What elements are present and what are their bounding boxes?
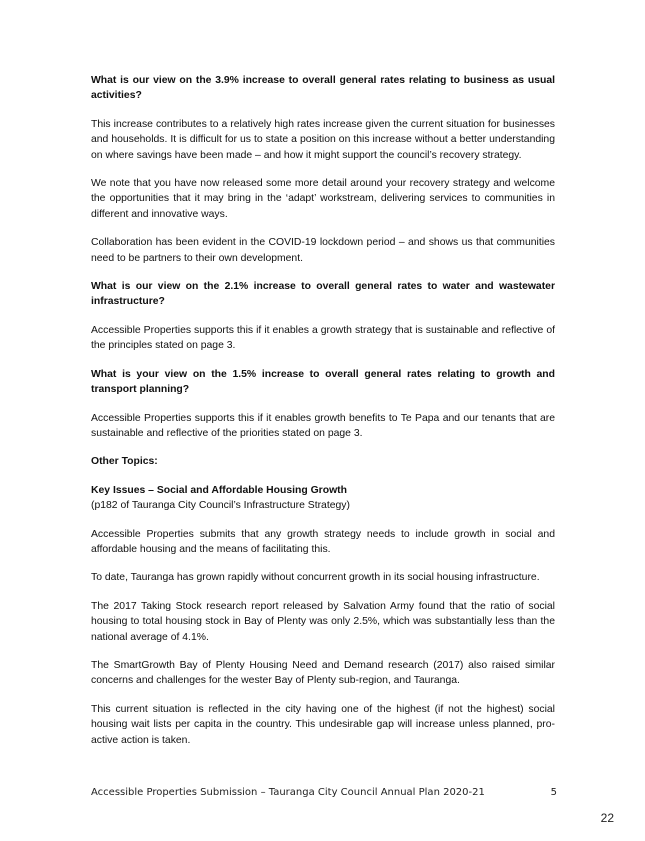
footer-title: Accessible Properties Submission – Tauranga City Council Annual Plan 2020-21 [91,787,485,798]
paragraph: We note that you have now released some more detail around your recovery strategy and welcome the opportunities that it may bring in the ‘adapt’ workstream, delivering services to communities in different and innovative ways. [91,178,555,220]
paragraph: To date, Tauranga has grown rapidly without concurrent growth in its social housing infrastructure. [91,572,540,584]
paragraph: Collaboration has been evident in the COVID-19 lockdown period – and shows us that communities need to be partners to their own development. [91,237,555,264]
paragraph: Accessible Properties supports this if it enables a growth strategy that is sustainable and reflective of the principles stated on page 3. [91,324,555,352]
paragraph: The SmartGrowth Bay of Plenty Housing Need and Demand research (2017) also raised similar concerns and challenges for the wester Bay of Plenty sub-region, and Tauranga. [91,659,555,687]
paragraph: Accessible Properties submits that any growth strategy needs to include growth in social and affordable housing and the means of facilitating this. [91,528,555,555]
document-body [91,73,555,761]
paragraph: This current situation is reflected in the city having one of the highest (if not the highest) social housing wait lists per capita in the country. This undesirable gap will increase unless planned, pro-active action is taken. [91,703,555,746]
other-topics-heading: Other Topics: [91,456,158,468]
paragraph: The 2017 Taking Stock research report released by Salvation Army found that the ratio of social housing to total housing stock in Bay of Plenty was only 2.5%, which was substantially less than the national average of 4.1%. [91,600,555,643]
key-issues-block [91,483,555,514]
paragraph: This increase contributes to a relatively high rates increase given the current situation for businesses and households. It is difficult for us to state a position on this increase without a better understanding on where savings have been made – and how it might support the council’s recovery strategy. [91,118,555,161]
key-issues-title: Key Issues – Social and Affordable Housing Growth [91,484,347,496]
paragraph: Accessible Properties supports this if it enables growth benefits to Te Papa and our tenants that are sustainable and reflective of the priorities stated on page 3. [91,412,555,439]
question-heading: What is our view on the 2.1% increase to overall general rates to water and wastewater infrastructure? [91,281,555,308]
question-heading: What is your view on the 1.5% increase to overall general rates relating to growth and transport planning? [91,368,555,396]
question-heading: What is our view on the 3.9% increase to overall general rates relating to business as usual activities? [91,75,555,102]
key-issues-reference: (p182 of Tauranga City Council’s Infrastructure Strategy) [91,500,350,512]
footer-page-number: 5 [550,787,557,798]
document-page-number: 22 [600,811,614,825]
